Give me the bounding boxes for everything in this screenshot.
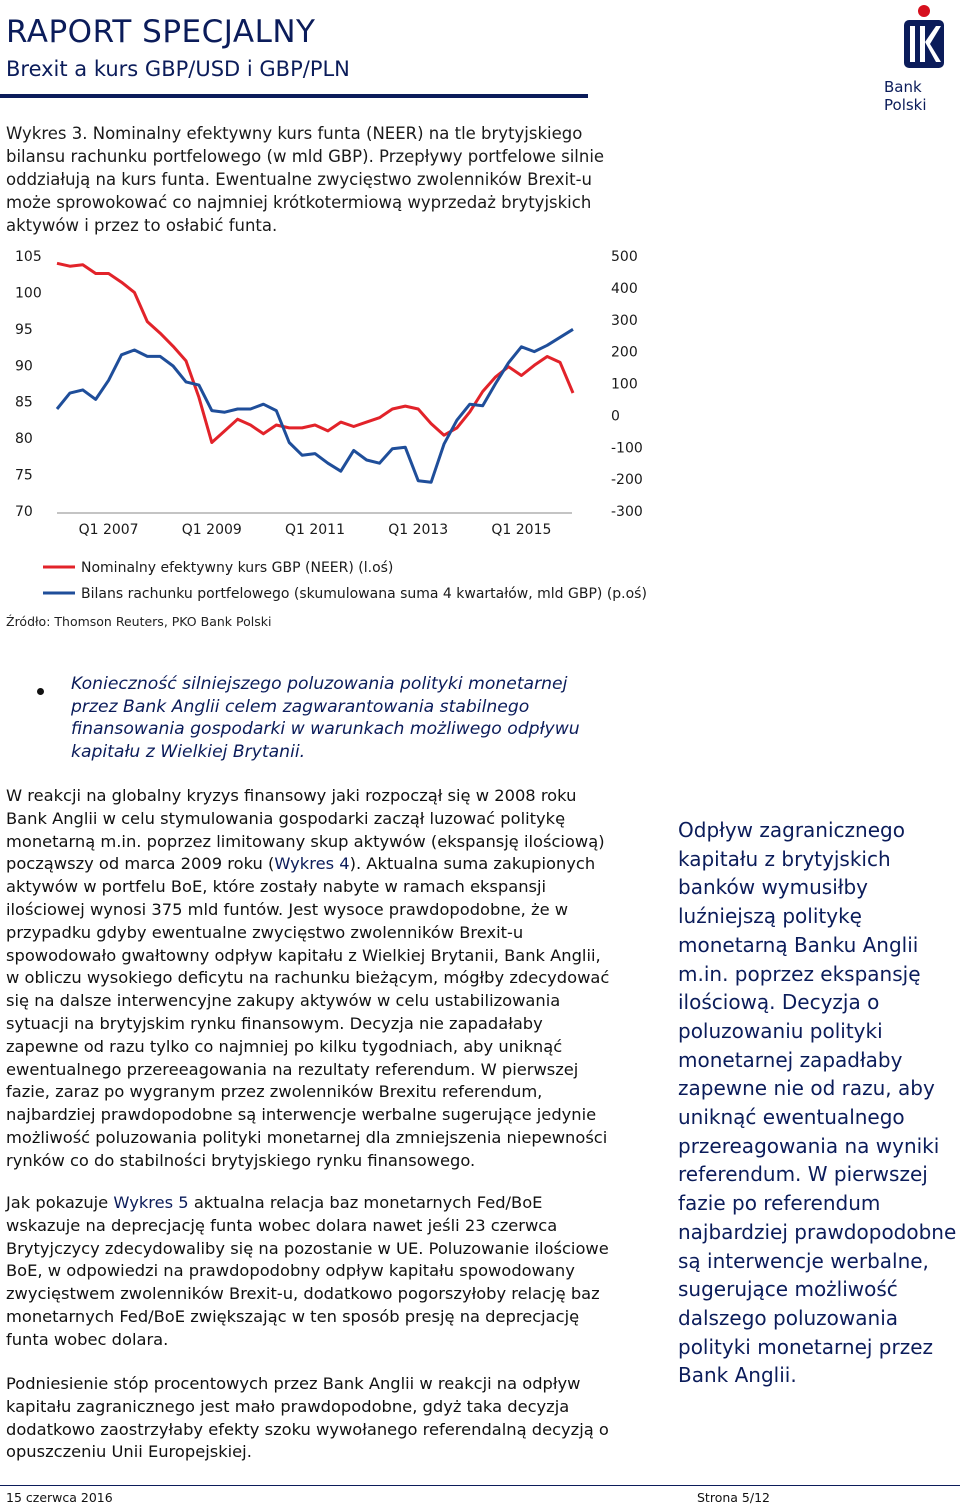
legend-label-portfolio: Bilans rachunku portfelowego (skumulowana suma 4 kwartałów, mld GBP) (p.oś) [81, 586, 647, 602]
x-axis-tick-label: Q1 2007 [78, 522, 139, 538]
right-axis-ticks [611, 249, 643, 520]
left-axis-tick-label: 85 [15, 394, 33, 411]
x-axis-tick-label: Q1 2013 [388, 522, 449, 538]
p1-text-b: ). Aktualna suma zakupionych aktywów w portfelu BoE, które zostały nabyte w ramach ekspansji ilościowej wynosi 375 mld funtów. Jest wysoce prawdopodobne, że w przypadku gdyby ewentualne zwycięstwo zwolenników Brexit-u spowodowało gwałtowny odpływ kapitału z Wielkiej Brytanii, Bank Anglii, w obliczu wysokiego deficytu na rachunku bieżącym, mógłby zdecydować się na dalsze interwencyjne zakupy aktywów w celu ustabilizowania sytuacji na brytyjskim rynku finansowym. Decyzja nie zapadałaby zapewne od razu tylko co najmniej po kilku tygodniach, aby uniknąć ewentualnego przereeagowania na rezultaty referendum. W pierwszej fazie, zaraz po wygranym przez zwolenników Brexitu referendum, najbardziej prawdopodobne są interwencje werbalne sugerujące jedynie możliwość poluzowania polityki monetarnej dla zmniejszenia niepewności rynków co do stabilności brytyjskiego rynku finansowego. [6, 854, 610, 1170]
key-point-bullet: Konieczność silniejszego poluzowania polityki monetarnej przez Bank Anglii celem zagwarantowania stabilnego finansowania gospodarki w warunkach możliwego odpływu kapitału z Wielkiej Brytanii. [71, 674, 580, 762]
pko-logo-icon [888, 2, 958, 72]
logo-label: Bank Polski [884, 78, 927, 114]
x-axis-tick-label: Q1 2011 [284, 522, 346, 538]
neer-portfolio-chart [0, 240, 660, 620]
right-axis-tick-label: -100 [611, 440, 643, 457]
report-title: RAPORT SPECJALNY [6, 14, 316, 50]
header-divider [0, 94, 588, 98]
left-axis-tick-label: 105 [15, 249, 42, 265]
figure-caption: Wykres 3. Nominalny efektywny kurs funta (NEER) na tle brytyjskiego bilansu rachunku portfelowego (w mld GBP). Przepływy portfelowe silnie oddziałują na kurs funta. Ewentualne zwycięstwo zwolenników Brexit-u może sprowokować co najmniej krótkotermiową wyprzedaż brytyjskich aktywów i przez to osłabić funta. [6, 124, 605, 235]
footer-date: 15 czerwca 2016 [6, 1490, 113, 1505]
chart-legend [43, 560, 647, 602]
page-number: Strona 5/12 [697, 1490, 770, 1505]
body-paragraph-3: Podniesienie stóp procentowych przez Bank Anglii w reakcji na odpływ kapitału zagranicznego jest mało prawdopodobne, gdyż taka decyzja dodatkowo zaostrzyłaby efekty szoku wywołanego referendalną decyzją o opuszczeniu Unii Europejskiej. [6, 1374, 609, 1462]
report-subtitle: Brexit a kurs GBP/USD i GBP/PLN [6, 57, 350, 81]
left-axis-tick-label: 100 [15, 285, 42, 302]
legend-label-neer: Nominalny efektywny kurs GBP (NEER) (l.oś) [81, 560, 394, 576]
footer-divider [0, 1485, 960, 1486]
right-axis-tick-label: -200 [611, 472, 643, 489]
left-axis-tick-label: 75 [15, 467, 33, 484]
portfolio-balance-series-line [57, 329, 573, 482]
body-paragraph-1 [6, 785, 610, 1173]
right-axis-tick-label: 500 [611, 249, 638, 265]
x-axis-ticks [79, 522, 552, 538]
figure-5-reference: Wykres 5 [113, 1193, 189, 1212]
right-axis-tick-label: -300 [611, 504, 643, 520]
right-axis-tick-label: 200 [611, 344, 638, 361]
figure-source: Źródło: Thomson Reuters, PKO Bank Polski [6, 614, 272, 629]
left-axis-tick-label: 80 [15, 431, 33, 448]
right-axis-tick-label: 0 [611, 408, 620, 425]
x-axis-tick-label: Q1 2015 [491, 522, 552, 538]
p2-text-a: Jak pokazuje [6, 1193, 114, 1212]
left-axis-tick-label: 95 [15, 321, 33, 338]
right-axis-tick-label: 100 [611, 376, 638, 393]
sidebar-highlight: Odpływ zagranicznego kapitału z brytyjskich banków wymusiłby luźniejszą politykę monetarną Banku Anglii m.in. poprzez ekspansję ilościową. Decyzja o poluzowaniu polityki monetarnej zapadłaby zapewne nie od razu, aby uniknąć ewentualnego przereagowania na wyniki referendum. W pierwszej fazie po referendum najbardziej prawdopodobne są interwencje werbalne, sugerujące możliwość dalszego poluzowania polityki monetarnej przez Bank Anglii. [678, 818, 957, 1388]
left-axis-ticks [15, 249, 42, 520]
p1-text-a: W reakcji na globalny kryzys finansowy jaki rozpoczął się w 2008 roku Bank Anglii w celu stymulowania gospodarki zaczął luzować politykę monetarną m.in. poprzez limitowany skup aktywów (ekspansję ilościową) począwszy od marca 2009 roku ( [6, 786, 605, 874]
left-axis-tick-label: 70 [15, 504, 33, 520]
bullet-marker [37, 688, 44, 695]
p2-text-b: aktualna relacja baz monetarnych Fed/BoE wskazuje na deprecjację funta wobec dolara nawet jeśli 23 czerwca Brytyjczycy zdecydowaliby się na pozostanie w UE. Poluzowanie ilościowe BoE, w odpowiedzi na prawdopodobny odpływ kapitału spowodowany zwycięstwem zwolenników Brexit-u, dodatkowo pogorszyłoby relację baz monetarnych Fed/BoE zwiększając w ten sposób presję na deprecjację funta wobec dolara. [6, 1193, 609, 1349]
left-axis-tick-label: 90 [15, 358, 33, 375]
right-axis-tick-label: 300 [611, 312, 638, 329]
x-axis-tick-label: Q1 2009 [181, 522, 242, 538]
figure-4-reference: Wykres 4 [274, 854, 350, 874]
body-paragraph-2 [6, 1192, 610, 1352]
right-axis-tick-label: 400 [611, 280, 638, 297]
neer-series-line [57, 263, 573, 442]
